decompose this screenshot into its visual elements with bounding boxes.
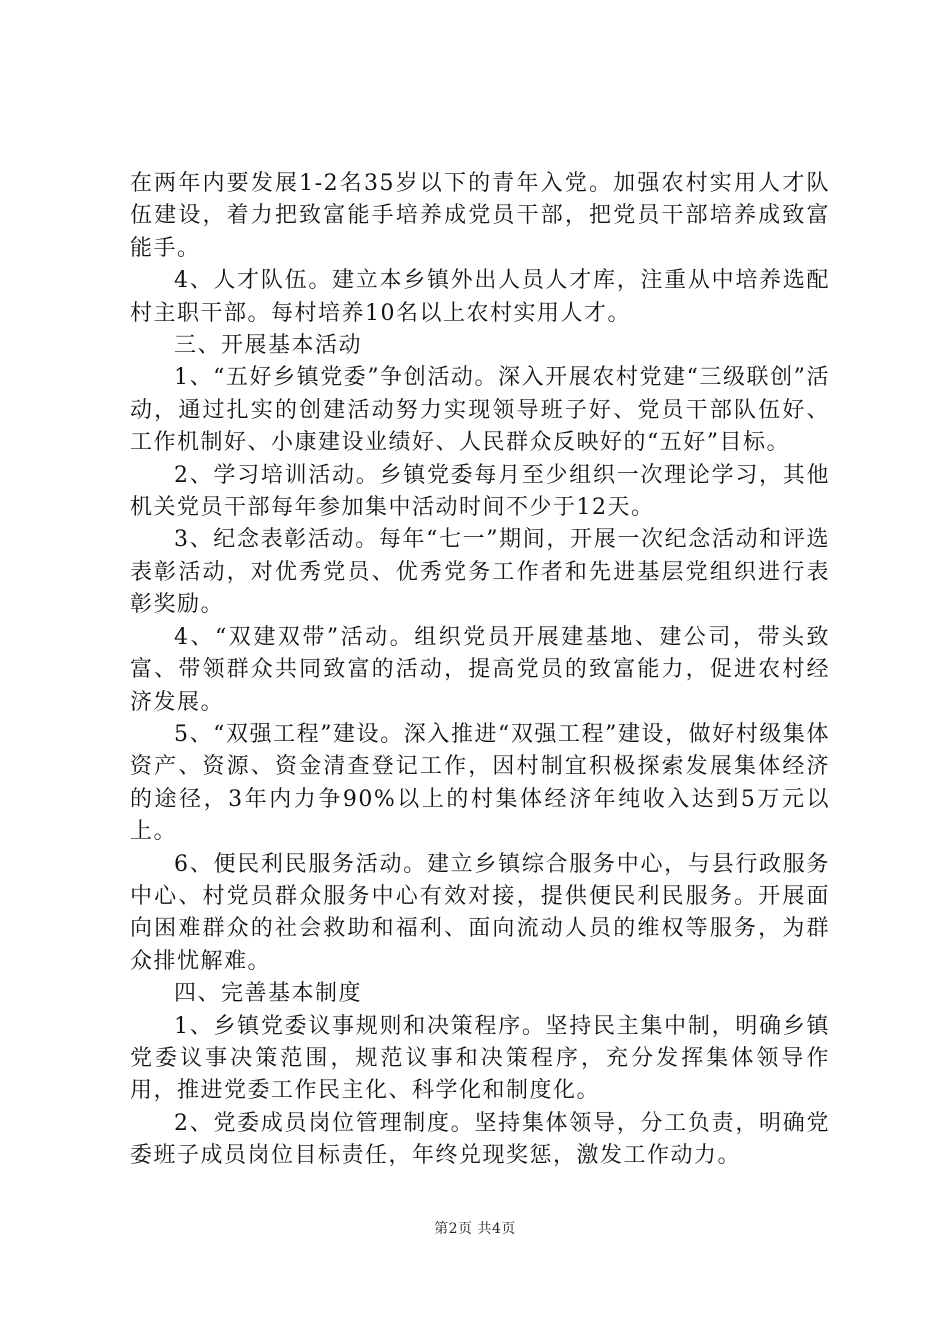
paragraph-double-strong: 5、“双强工程”建设。深入推进“双强工程”建设，做好村级集体资产、资源、资金清查登记工作，因村制宜积极探索发展集体经济的途径，3年内力争90%以上的村集体经济年纯收入达到5万元以上。 <box>130 721 830 845</box>
paragraph-double-build: 4、“双建双带”活动。组织党员开展建基地、建公司，带头致富、带领群众共同致富的活动，提高党员的致富能力，促进农村经济发展。 <box>130 624 830 715</box>
paragraph-post-management: 2、党委成员岗位管理制度。坚持集体领导，分工负责，明确党委班子成员岗位目标责任，年终兑现奖惩，激发工作动力。 <box>130 1110 830 1169</box>
paragraph-decision-rules: 1、乡镇党委议事规则和决策程序。坚持民主集中制，明确乡镇党委议事决策范围，规范议事和决策程序，充分发挥集体领导作用，推进党委工作民主化、科学化和制度化。 <box>130 1013 830 1104</box>
section-heading-activities: 三、开展基本活动 <box>174 333 363 359</box>
document-body <box>130 168 830 1173</box>
paragraph-study-training: 2、学习培训活动。乡镇党委每月至少组织一次理论学习，其他机关党员干部每年参加集中活动时间不少于12天。 <box>130 462 830 521</box>
paragraph-five-good: 1、“五好乡镇党委”争创活动。深入开展农村党建“三级联创”活动，通过扎实的创建活动努力实现领导班子好、党员干部队伍好、工作机制好、小康建设业绩好、人民群众反映好的“五好”目标。 <box>130 365 830 456</box>
paragraph-talent-team: 4、人才队伍。建立本乡镇外出人员人才库，注重从中培养选配村主职干部。每村培养10名以上农村实用人才。 <box>130 268 830 326</box>
paragraph-commemoration: 3、纪念表彰活动。每年“七一”期间，开展一次纪念活动和评选表彰活动，对优秀党员、优秀党务工作者和先进基层党组织进行表彰奖励。 <box>130 527 830 618</box>
paragraph-continuation: 在两年内要发展1-2名35岁以下的青年入党。加强农村实用人才队伍建设，着力把致富能手培养成党员干部，把党员干部培养成致富能手。 <box>130 171 830 261</box>
section-heading-systems: 四、完善基本制度 <box>174 981 363 1007</box>
page-number-footer: 第2页 共4页 <box>434 1221 516 1237</box>
paragraph-service: 6、便民利民服务活动。建立乡镇综合服务中心，与县行政服务中心、村党员群众服务中心有效对接，提供便民利民服务。开展面向困难群众的社会救助和福利、面向流动人员的维权等服务，为群众排忧解难。 <box>130 851 830 974</box>
